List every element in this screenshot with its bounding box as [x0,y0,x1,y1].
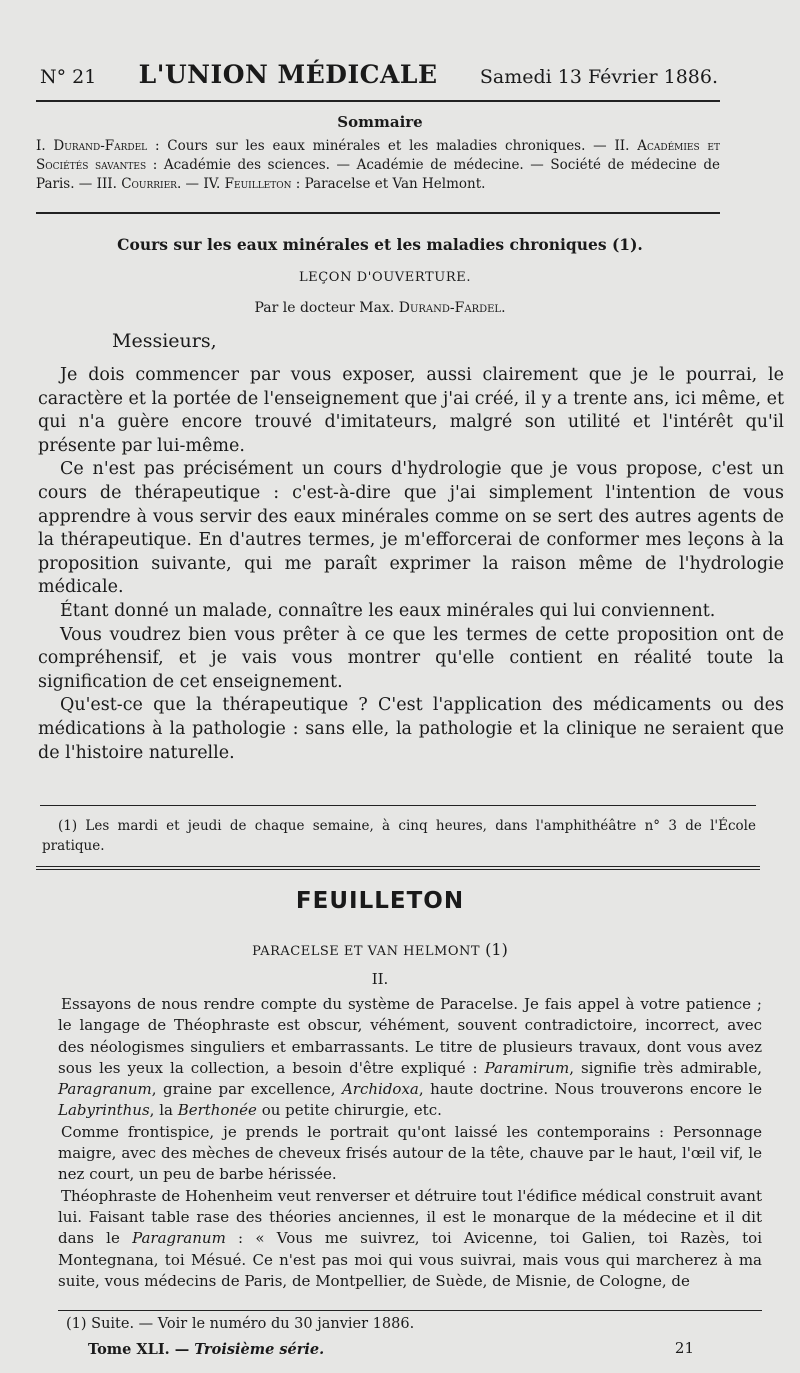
feuilleton-paragraph [58,994,762,1122]
sommaire-item-2-text: : Académie des sciences. — Académie de médecine. — Société de médecine de Paris. — [36,157,720,192]
journal-title: L'UNION MÉDICALE [138,60,438,89]
text-run: Essayons de nous rendre compte du système de Paracelse. Je fais appel à votre patience ; le langage de Théophraste est obscur, véhément, souvent contradictoire, incorrect, avec des néologismes singuliers et embarrassants. Le titre de plusieurs travaux, dont vous avez sous les yeux la collection, a besoin d'être expliqué : [58,995,762,1077]
article-paragraph: Étant donné un malade, connaître les eaux minérales qui lui conviennent. [60,600,716,621]
lecon-heading: LEÇON D'OUVERTURE. [298,270,472,285]
page-number: 21 [674,1339,694,1357]
article-paragraph: Qu'est-ce que la thérapeutique ? C'est l'application des médicaments ou des médications à la pathologie : sans elle, la pathologie et la clinique ne seraient que de l'histoire naturelle. [38,695,784,763]
byline-end: . [501,300,506,316]
sommaire-item-1-author: Durand-Fardel [53,138,148,154]
sommaire-contents [36,137,720,194]
sommaire-item-1-text: : Cours sur les eaux minérales et les maladies chroniques. — [147,138,615,154]
sommaire-item-2-num: II. [614,138,638,154]
sommaire-item-3-head: Courrier [121,176,177,192]
article-paragraph: Vous voudrez bien vous prêter à ce que les termes de cette proposition ont de compréhensif, et je vais vous montrer qu'elle contient en réalité toute la signification de cet enseignement. [38,624,784,692]
sommaire-rule [36,212,720,214]
sommaire-item-2-head: Académies et Sociétés savantes [36,138,721,173]
article-paragraph: Je dois commencer par vous exposer, aussi clairement que je le pourrai, le caractère et la portée de l'enseignement que j'ai créé, il y a trente ans, ici même, et qui n'a guère encore trouvé d'imitateurs, malgré son utilité et l'intérêt qu'il présente par lui-même. [38,365,784,456]
sommaire-item-4-num: IV. [203,176,225,192]
feuilleton-rule [36,866,760,870]
title-paragranum: Paragranum [132,1229,226,1248]
feuilleton-body [58,994,762,1292]
sommaire-item-4-head: Feuilleton [224,176,292,192]
header-rule [36,100,720,102]
tome-line [88,1341,324,1358]
feuilleton-subtitle-text: PARACELSE ET VAN HELMONT [252,944,481,959]
article-footnote-text: (1) Les mardi et jeudi de chaque semaine, à cinq heures, dans l'amphithéâtre n° 3 de l'École pratique. [42,818,756,854]
issue-number: N° 21 [40,66,97,88]
title-labyrinthus: Labyrinthus [58,1101,150,1120]
footnote-rule [40,805,756,806]
article-title: Cours sur les eaux minérales et les maladies chroniques (1). [117,235,643,254]
feuilleton-heading: FEUILLETON [295,888,465,914]
text-run: Théophraste de Hohenheim veut renverser et détruire tout l'édifice médical construit avant lui. Faisant table rase des théories anciennes, il est le monarque de la médecine et il dit dans le [58,1186,762,1248]
feuilleton-paragraph: Comme frontispice, je prends le portrait qu'ont laissé les contemporains : Personnage maigre, avec des mèches de cheveux frisés autour de la tête, chauve par le haut, l'œil vif, le nez court, un peu de barbe hérissée. [58,1122,762,1184]
text-run: ou petite chirurgie, etc. [256,1101,442,1120]
feuilleton-footnote-rule [58,1310,762,1311]
title-archidoxa: Archidoxa [341,1080,419,1099]
feuilleton-subtitle [0,940,760,959]
sommaire-item-3-text: . — [176,176,204,192]
text-run: , signifie très admirable, [569,1058,762,1077]
article-paragraph: Ce n'est pas précisément un cours d'hydrologie que je vous propose, c'est un cours de thérapeutique : c'est-à-dire que j'ai simplement l'intention de vous apprendre à vous servir des eaux minérales comme on se sert des autres agents de la thérapeutique. En d'autres termes, je m'efforcerai de conformer mes leçons à la proposition suivante, qui me paraît exprimer la raison même de l'hydrologie médicale. [38,459,784,598]
byline-prefix: Par le docteur Max. [254,300,399,316]
text-run: , haute doctrine. Nous trouverons encore le [418,1080,762,1099]
tome-label: Tome XLI. — [88,1341,195,1358]
sommaire-item-3-num: III. [96,176,122,192]
sommaire-item-1-num: I. [36,138,46,154]
page-header [40,60,718,94]
title-paramirum: Paramirum [484,1058,570,1077]
byline-author: Durand-Fardel [398,300,502,316]
serie-label: Troisième série. [194,1341,325,1358]
feuilleton-paragraph [58,1186,762,1292]
title-berthonee: Berthonée [177,1101,257,1120]
sommaire-title: Sommaire [337,113,423,131]
text-run: , graine par excellence, [151,1080,342,1099]
text-run: , la [149,1101,178,1120]
title-paragranum: Paragranum [58,1080,152,1099]
issue-date: Samedi 13 Février 1886. [479,66,718,88]
text-run: : « Vous me suivrez, toi Avicenne, toi Galien, toi Razès, toi Montegnana, toi Mésué. Ce n'est pas moi qui vous suivrai, mais vous qui marcherez à ma suite, vous médecins de Paris, de Montpellier, de Suède, de Misnie, de Cologne, de [58,1229,762,1290]
article-body [38,364,784,765]
feuilleton-footnote: (1) Suite. — Voir le numéro du 30 janvier 1886. [66,1316,415,1332]
feuilleton-subtitle-ref: (1) [480,940,508,959]
byline [0,300,760,316]
section-number: II. [371,970,389,988]
salutation: Messieurs, [112,330,217,352]
article-footnote [42,816,756,856]
sommaire-item-4-text: : Paracelse et Van Helmont. [291,176,486,192]
